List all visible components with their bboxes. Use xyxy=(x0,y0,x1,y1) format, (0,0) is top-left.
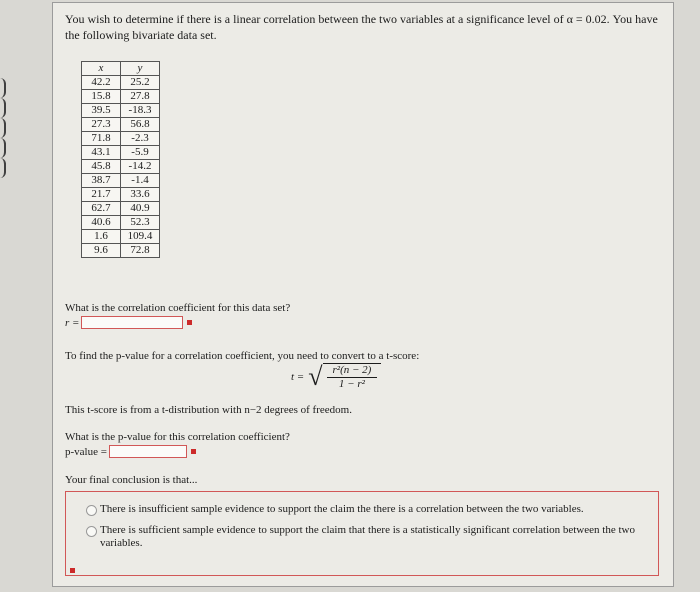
page-edge-tab xyxy=(0,138,6,158)
x-cell: 38.7 xyxy=(82,174,121,188)
x-cell: 21.7 xyxy=(82,188,121,202)
table-row xyxy=(82,216,160,230)
x-cell: 62.7 xyxy=(82,202,121,216)
y-cell: -2.3 xyxy=(121,132,160,146)
table-row xyxy=(82,104,160,118)
question-prompt: You wish to determine if there is a linear correlation between the two variables at a significance level of α = 0.02. You have the following bivariate data set. xyxy=(65,12,658,42)
table-row xyxy=(82,146,160,160)
y-cell: -14.2 xyxy=(121,160,160,174)
x-cell: 40.6 xyxy=(82,216,121,230)
formula-denominator: 1 − r² xyxy=(338,378,365,390)
table-row xyxy=(82,202,160,216)
y-cell: 56.8 xyxy=(121,118,160,132)
r-input[interactable] xyxy=(81,316,183,329)
option-text: There is sufficient sample evidence to support the claim that there is a statistically significant correlation between the two variables. xyxy=(100,524,635,549)
y-cell: 72.8 xyxy=(121,244,160,258)
x-cell: 9.6 xyxy=(82,244,121,258)
x-cell: 43.1 xyxy=(82,146,121,160)
table-row xyxy=(82,132,160,146)
x-cell: 27.3 xyxy=(82,118,121,132)
x-cell: 1.6 xyxy=(82,230,121,244)
column-header-x: x xyxy=(82,62,121,76)
pvalue-intro: To find the p-value for a correlation coefficient, you need to convert to a t-score: xyxy=(65,350,420,362)
formula-numerator: r²(n − 2) xyxy=(327,364,378,378)
t-distribution-note: This t-score is from a t-distribution with n−2 degrees of freedom. xyxy=(65,404,352,416)
table-row xyxy=(82,118,160,132)
y-cell: 40.9 xyxy=(121,202,160,216)
bivariate-data-table xyxy=(81,61,160,258)
conclusion-options-box xyxy=(65,491,659,576)
y-cell: -1.4 xyxy=(121,174,160,188)
required-flag-icon xyxy=(187,320,192,325)
y-cell: 33.6 xyxy=(121,188,160,202)
r-answer-row xyxy=(65,316,192,329)
page-edge-tab xyxy=(0,78,6,98)
radio-button[interactable] xyxy=(86,526,97,537)
table-row xyxy=(82,244,160,258)
table-row xyxy=(82,188,160,202)
x-cell: 15.8 xyxy=(82,90,121,104)
square-root-icon: √ $\frac{\text{r²(n − 2)}}{\text{1 − r²}}$ xyxy=(308,363,381,391)
x-cell: 45.8 xyxy=(82,160,121,174)
table-row xyxy=(82,160,160,174)
pvalue-input[interactable] xyxy=(109,445,187,458)
formula-lhs: t = xyxy=(291,371,305,383)
pvalue-label: p-value = xyxy=(65,445,107,458)
correlation-question: What is the correlation coefficient for this data set? xyxy=(65,302,291,314)
y-cell: -5.9 xyxy=(121,146,160,160)
table-row xyxy=(82,76,160,90)
required-flag-icon xyxy=(70,568,75,573)
page-edge-tab xyxy=(0,158,6,178)
table-row xyxy=(82,90,160,104)
radio-button[interactable] xyxy=(86,505,97,516)
pvalue-answer-row xyxy=(65,445,196,458)
x-cell: 42.2 xyxy=(82,76,121,90)
y-cell: -18.3 xyxy=(121,104,160,118)
pvalue-question: What is the p-value for this correlation coefficient? xyxy=(65,431,290,443)
option-text: There is insufficient sample evidence to support the claim the there is a correlation between the two variables. xyxy=(100,503,584,515)
column-header-y: y xyxy=(121,62,160,76)
conclusion-option-sufficient[interactable] xyxy=(86,524,656,550)
required-flag-icon xyxy=(191,449,196,454)
conclusion-label: Your final conclusion is that... xyxy=(65,474,198,486)
conclusion-option-insufficient[interactable] xyxy=(86,503,646,516)
question-panel xyxy=(52,2,674,587)
y-cell: 109.4 xyxy=(121,230,160,244)
t-score-formula xyxy=(291,363,381,391)
table-row xyxy=(82,174,160,188)
table-row xyxy=(82,230,160,244)
r-label: r = xyxy=(65,316,80,329)
x-cell: 39.5 xyxy=(82,104,121,118)
y-cell: 25.2 xyxy=(121,76,160,90)
y-cell: 27.8 xyxy=(121,90,160,104)
page-edge-tab xyxy=(0,118,6,138)
page-edge-tab xyxy=(0,98,6,118)
x-cell: 71.8 xyxy=(82,132,121,146)
y-cell: 52.3 xyxy=(121,216,160,230)
